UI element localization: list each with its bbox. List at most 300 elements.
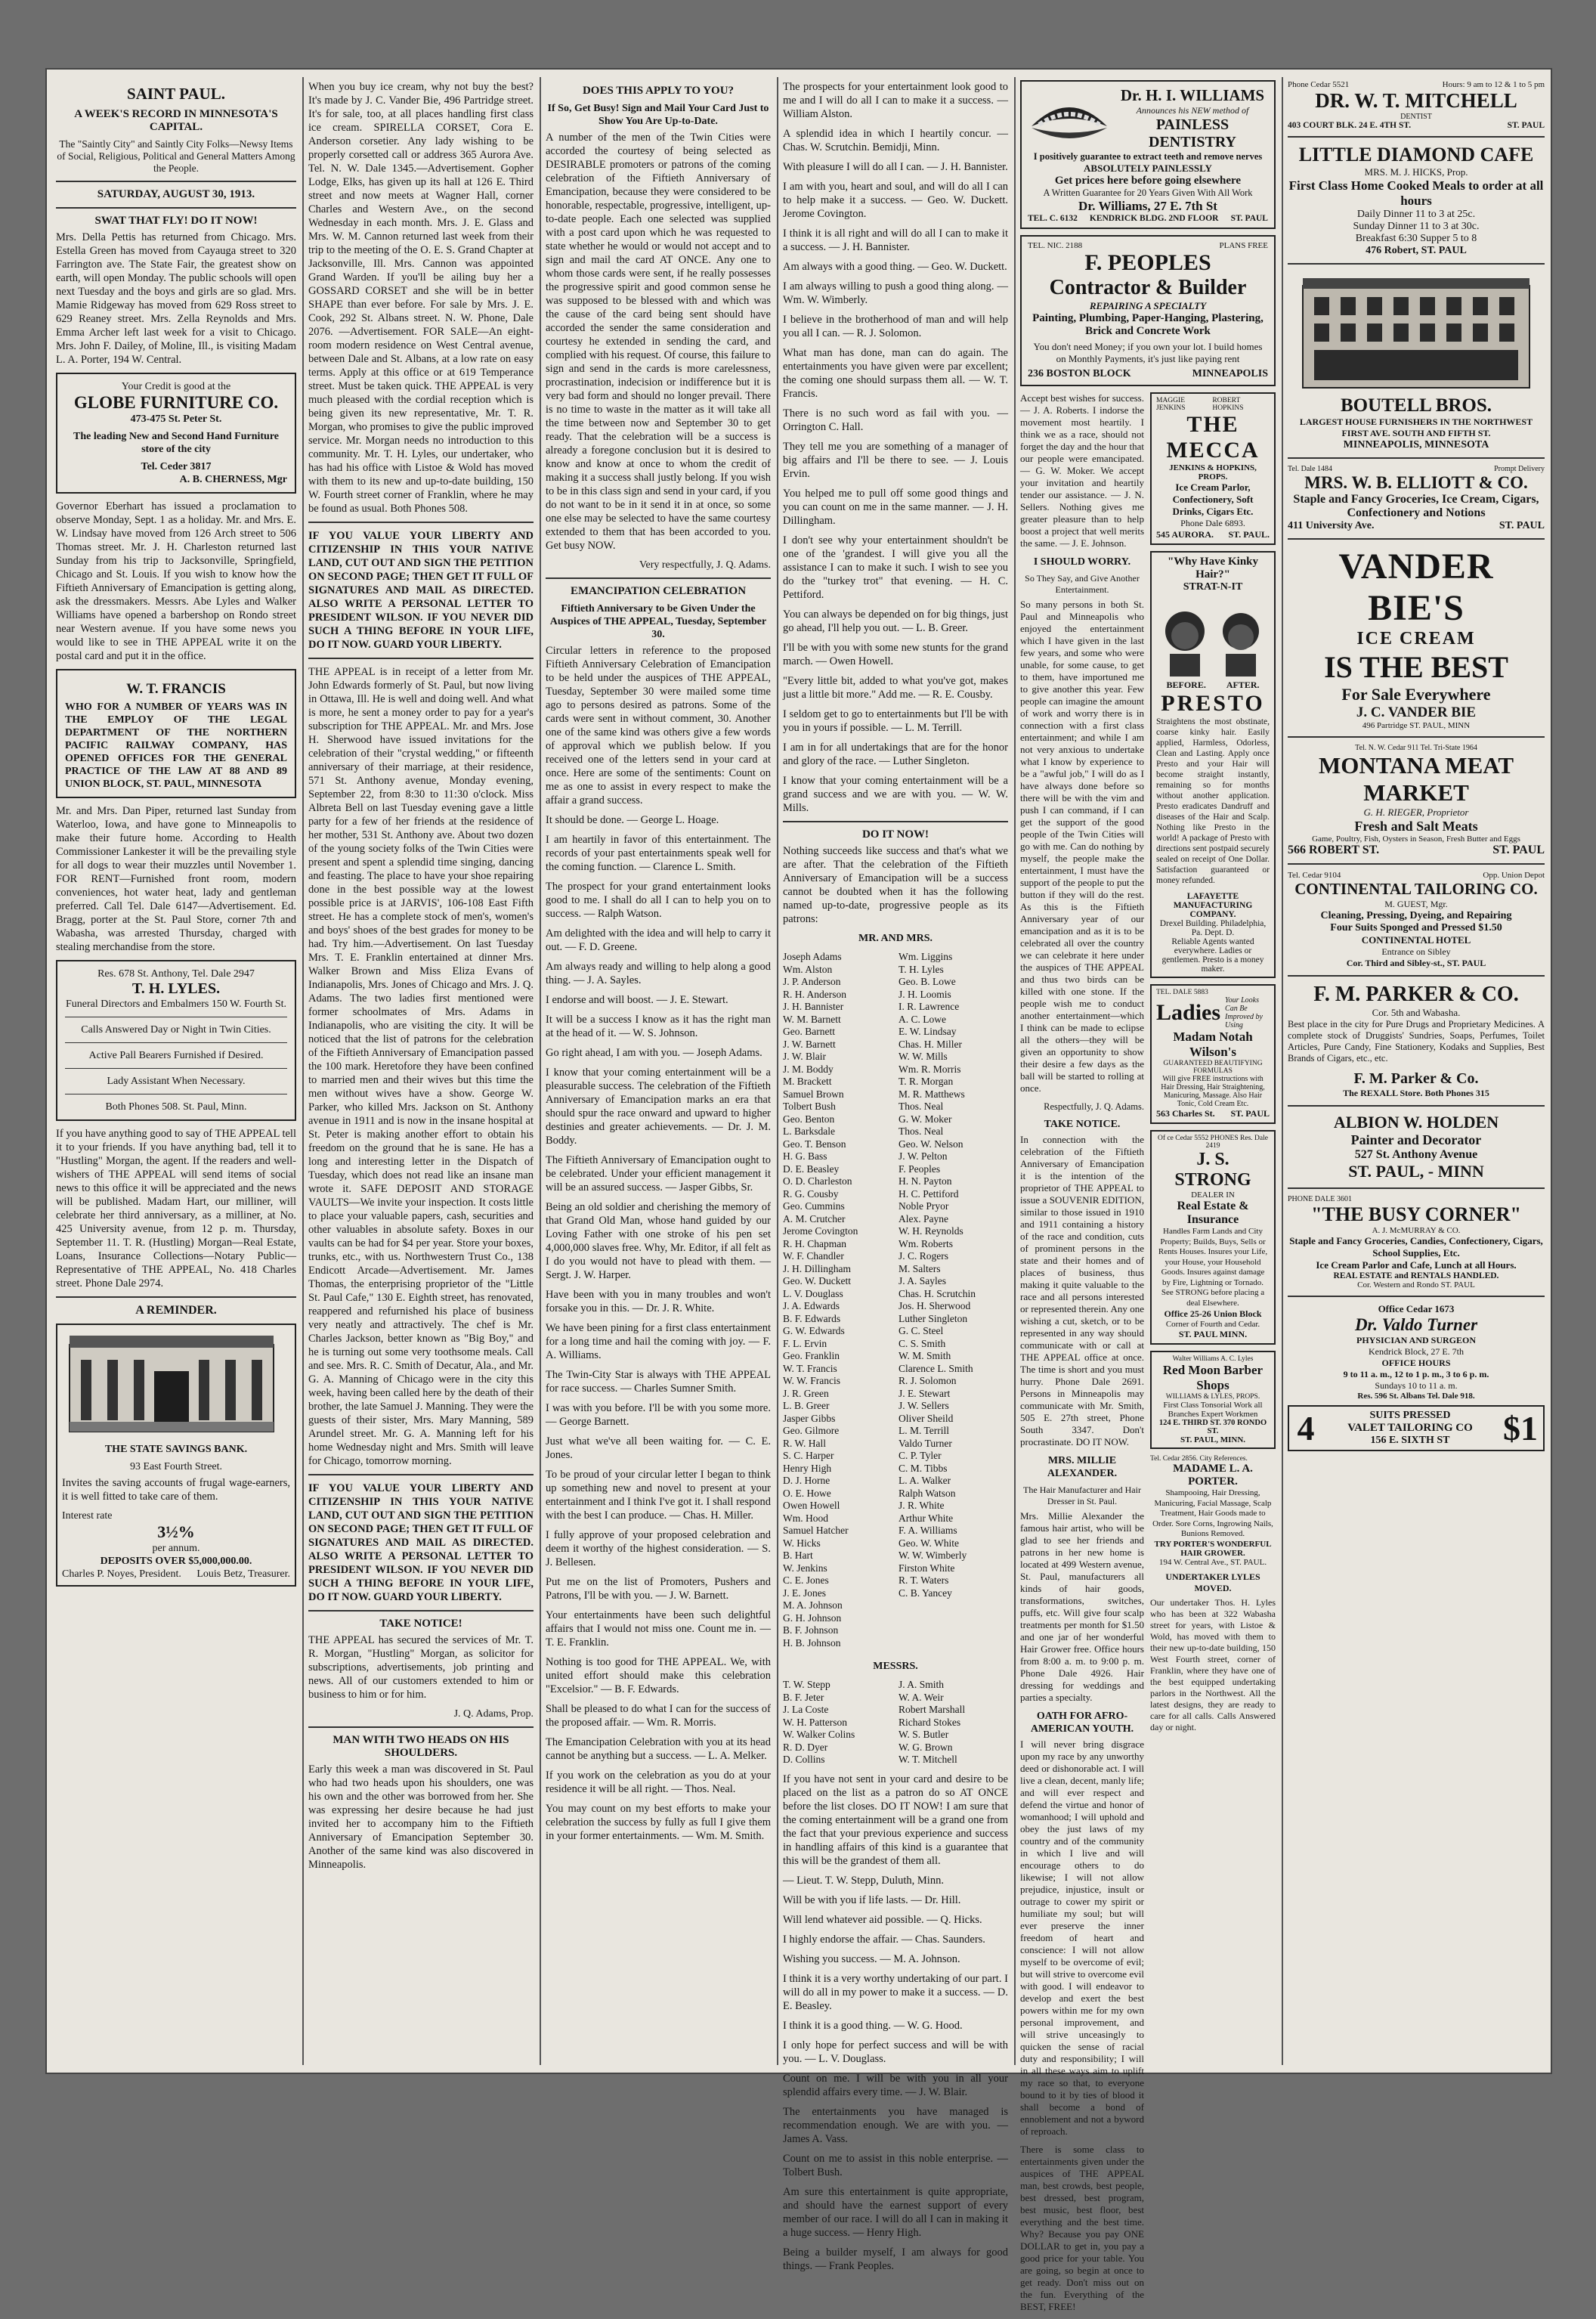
split-row bbox=[1020, 392, 1276, 2319]
column-4 bbox=[783, 80, 1008, 2272]
ad-phone: Phone Cedar 5521 bbox=[1288, 80, 1350, 89]
vanderbie-address: 496 Partridge ST. PAUL, MINN bbox=[1362, 721, 1471, 730]
section-heading: SAINT PAUL. bbox=[127, 85, 225, 103]
ad-address: Drexel Building. Philadelphia, Pa. Dept. D. bbox=[1159, 919, 1267, 937]
diamond-line: Sunday Dinner 11 to 3 at 30c. bbox=[1353, 221, 1480, 232]
patron-name: F. L. Ervin bbox=[783, 1337, 827, 1349]
busy-name: "THE BUSY CORNER" bbox=[1311, 1203, 1521, 1225]
endorsement: With pleasure I will do all I can. — J. H. Bannister. bbox=[783, 161, 1008, 173]
ad-line: Reliable Agents wanted everywhere. Ladies or gentlemen. Presto is a money maker. bbox=[1161, 937, 1264, 974]
article-body: In connection with the celebration of the Fiftieth Anniversary of Emancipation it is the intention of the proprietor of THE APPEAL to issue a SOUVENIR EDITION, similar to those issued in 1910 and 1911 containing a history of the race and condition, cuts of prominent persons in the state and their homes and of places of business, thus making it quite valuable to the race and all persons interested or represented therein. Any one wishing a cut, sketch, or to be represented in any way should communicate with or call at THE APPEAL office at once. The time is short and you must hurry. Phone Dale 2691. Persons in Minneapolis may communicate with Mr. Smith, 505 E. 27th street, Phone South 3347. Don't procrastinate. DO IT NOW. bbox=[1020, 1134, 1144, 1447]
diamond-line: First Class Home Cooked Meals to order at all hours bbox=[1288, 178, 1544, 208]
ad-line: I positively guarantee to extract teeth and remove nerves bbox=[1033, 151, 1263, 162]
diamond-prop: MRS. M. J. HICKS, Prop. bbox=[1364, 166, 1468, 178]
news-items: Governor Eberhart has issued a proclamation to observe Monday, Sept. 1 as a holiday. Mr. and Mrs. E. W. Lindsay have moved from 126 Arch street to 506 Thomas street. Mr. J. H. Charleston returned last Sunday from his trip to Jacksonville, Springfield, Chicago and St. Louis. If you wish to know how the Fiftieth Anniversary of Emancipation is getting along, ask the dressmakers. Messrs. Abe Lyles and Walker Williams have opened a barbershop on Rondo street near Western avenue. If you have some news you would like to see in THE APPEAL write it on the postal card and put it in the office. bbox=[56, 500, 296, 662]
patron-name: J. W. Sellers bbox=[899, 1400, 949, 1411]
patron-name: L. B. Greer bbox=[783, 1400, 830, 1411]
holden-name: ALBION W. HOLDEN bbox=[1333, 1113, 1499, 1132]
patron-name: B. F. Edwards bbox=[783, 1312, 841, 1324]
montana-sub: Game, Poultry, Fish, Oysters in Season, Fresh Butter and Eggs bbox=[1312, 834, 1520, 844]
endorsement: Go right ahead, I am with you. — Joseph Adams. bbox=[546, 1047, 762, 1059]
patron-name: W. T. Francis bbox=[783, 1362, 837, 1374]
patron-name: Samuel Brown bbox=[783, 1088, 844, 1100]
bank-building-illustration bbox=[62, 1330, 281, 1435]
ad-name: Dr. H. I. WILLIAMS bbox=[1120, 86, 1265, 104]
endorsement: I know that your coming entertainment will be a pleasurable success. The celebration of the Fiftieth Anniversary of Emancipation marks an era that should spur the race onward and upward to higher destinies and greater achievements. — Dr. J. M. Boddy. bbox=[546, 1067, 771, 1147]
rate-label: Interest rate bbox=[62, 1510, 113, 1522]
francis-ad bbox=[56, 669, 296, 798]
patron-name: W. A. Weir bbox=[899, 1691, 944, 1703]
patron-name: J. A. Smith bbox=[899, 1679, 945, 1690]
column-rule bbox=[540, 77, 541, 2065]
patron-name: J. H. Loomis bbox=[899, 988, 951, 1000]
article-body: A number of the men of the Twin Cities were accorded the courtesy of being selected as DESIRABLE promoters or patrons of the coming celebration of the Fiftieth Anniversary of Emancipation, because they were considered to be honorable, respectable, progressive, intelligent, up-to-date people. Each one selected was supplied with a post card upon which he was requested to state whether he would or would not accept and to sign and mail the card AT ONCE. Any one to whom those cards were sent, if he really possesses the progressive spirit and good common sense he was supposed to be blessed with and which was the cause of the card being sent should have accorded the sender the same consideration and courtesy he extended in sending the card, and complied with his request. Of course, this failure to sign and send in the cards is more carelessness, procrastination, indecision or indifference but it is very bad form and should no longer prevail. There is no time to waste in the matter as it will take all the time between now and September 30 to get ready. That the celebration will be a success is already a foregone conclusion but it is desired to know and know at once to whom the credit of making it a success shall justly belong. If you wish to be in this class sign and send in your card, if you do not want to be in it send it in at once, so some one else may be selected to have the same courtesy extended to them that has been accorded to you. Get busy NOW. bbox=[546, 132, 771, 552]
patron-name: Geo. B. Lowe bbox=[899, 976, 956, 987]
ad-name: W. T. FRANCIS bbox=[126, 681, 226, 697]
ad-line: Get prices here before going elsewhere bbox=[1054, 175, 1242, 187]
patron-name: Wm. Roberts bbox=[899, 1237, 953, 1249]
divider bbox=[1288, 975, 1545, 977]
patron-name: B. Hart bbox=[783, 1550, 813, 1561]
patron-name: O. E. Howe bbox=[783, 1487, 831, 1499]
ad-line: REPAIRING A SPECIALTY bbox=[1089, 300, 1207, 311]
deposits: DEPOSITS OVER $5,000,000.00. bbox=[100, 1556, 252, 1567]
endorsement: Count on me. I will be with you in all your splendid affairs every time. — J. W. Blair. bbox=[783, 2072, 1008, 2098]
endorsement: There is no such word as fail with you. — Orrington C. Hall. bbox=[783, 407, 1008, 433]
ad-phone: Tel. N. W. Cedar 911 Tel. Tri-State 1964 bbox=[1355, 744, 1477, 752]
vanderbie-name: VANDER BIE'S bbox=[1338, 546, 1494, 628]
ad-line: Active Pall Bearers Furnished if Desired. bbox=[88, 1050, 264, 1061]
endorsement: What man has done, man can do again. The entertainments you have given were par excellent; the coming one should surpass them all. — W. T. Francis. bbox=[783, 347, 1008, 400]
ad-line: A Written Guarantee for 20 Years Given With All Work bbox=[1043, 187, 1253, 198]
after-label: AFTER. bbox=[1226, 680, 1260, 690]
ad-name: T. H. LYLES. bbox=[131, 980, 221, 997]
divider bbox=[65, 1068, 287, 1069]
ad-line: TRY PORTER'S WONDERFUL HAIR GROWER. bbox=[1154, 1539, 1272, 1558]
ad-address: 566 ROBERT ST. bbox=[1288, 844, 1380, 856]
ad-city: ST. PAUL bbox=[1507, 121, 1545, 130]
continental-mgr: M. GUEST, Mgr. bbox=[1384, 899, 1448, 909]
endorsement: The entertainments you have managed is recommendation enough. We are with you. — James A. Vass. bbox=[783, 2105, 1008, 2145]
patron-name: Thos. Neal bbox=[899, 1125, 944, 1137]
ad-address: 124 E. THIRD ST. 370 RONDO ST. bbox=[1158, 1419, 1267, 1435]
patron-name: J. W. Barnett bbox=[783, 1038, 836, 1050]
strong-ad bbox=[1150, 1130, 1276, 1345]
endorsements: Accept best wishes for success. — J. A. Roberts. I indorse the movement most heartily. I think we as a race, should not forget the day and the hour that our people were emancipated. — G. W. Moker. We accept your invitation and heartily tender our assistance. — J. N. Sellers. Nothing gives me greater pleasure than to help boost a project that well merits the same. — J. E. Johnson. bbox=[1020, 392, 1144, 549]
ad-headline: PAINLESS DENTISTRY bbox=[1149, 116, 1236, 150]
endorsement: Will lend whatever aid possible. — Q. Hicks. bbox=[783, 1913, 982, 1926]
patron-name: R. G. Cousby bbox=[783, 1187, 839, 1200]
patron-name: Owen Howell bbox=[783, 1500, 840, 1511]
endorsement: I fully approve of your proposed celebration and deem it worthy of the highest consideration. — S. J. Bellesen. bbox=[546, 1529, 771, 1568]
patron-name: J. R. White bbox=[899, 1500, 945, 1511]
ad-brand: STRAT-N-IT bbox=[1183, 581, 1243, 593]
patron-name: A. M. Crutcher bbox=[783, 1212, 846, 1225]
valet-price: $1 bbox=[1503, 1409, 1538, 1447]
endorsement: — Lieut. T. W. Stepp, Duluth, Minn. bbox=[783, 1874, 944, 1887]
patron-name: H. G. Bass bbox=[783, 1150, 827, 1162]
notice-title: TAKE NOTICE! bbox=[379, 1618, 462, 1630]
busy-line: Ice Cream Parlor and Cafe, Lunch at all Hours. bbox=[1316, 1259, 1517, 1271]
patron-name: R. D. Dyer bbox=[783, 1741, 828, 1753]
ad-address: 236 BOSTON BLOCK bbox=[1028, 368, 1131, 379]
ad-owner: Walter Williams A. C. Lyles bbox=[1172, 1355, 1254, 1363]
patron-name: J. P. Anderson bbox=[783, 976, 841, 987]
holden-title: Painter and Decorator bbox=[1350, 1132, 1482, 1147]
valet-line: SUITS PRESSED bbox=[1369, 1410, 1451, 1421]
liberty-notice-2: IF YOU VALUE YOUR LIBERTY AND CITIZENSHIP IN THIS YOUR NATIVE LAND, CUT OUT AND SIGN THE PETITION ON SECOND PAGE; THEN GET IT FULL OF SIGNATURES AND MAIL AS DIRECTED. ALSO WRITE A PERSONAL LETTER TO PRESIDENT WILSON. IF YOU NEVER DID SUCH A THING BEFORE IN YOUR LIFE, DO IT NOW. GUARD YOUR LIBERTY. bbox=[308, 1482, 534, 1603]
ad-name: GLOBE FURNITURE CO. bbox=[73, 393, 279, 412]
patron-name: W. M. Smith bbox=[899, 1350, 951, 1361]
ad-line: You don't need Money; if you own your lot. I build homes on Monthly Payments, it's just like paying rent bbox=[1033, 341, 1263, 364]
ad-name: J. S. STRONG bbox=[1174, 1150, 1251, 1190]
endorsement: Being a builder myself, I am always for good things. — Frank Peoples. bbox=[783, 2246, 1008, 2272]
ad-phone: Tel. Cedar 9104 bbox=[1288, 871, 1341, 880]
ad-manager: A. B. CHERNESS, Mgr bbox=[179, 474, 287, 485]
mitchell-sub: DENTIST bbox=[1400, 113, 1432, 121]
ad-text: Will give FREE instructions with Hair Dressing, Hair Straightening, Manicuring, Massage. Also Hair Tonic, Cold Cream Etc. bbox=[1161, 1075, 1265, 1108]
montana-prop: G. H. RIEGER, Proprietor bbox=[1363, 807, 1469, 818]
endorsement: You may count on my best efforts to make your celebration the success by fully as full I give them in your former entertainments. — Wm. M. Smith. bbox=[546, 1803, 771, 1842]
parker-corner: Cor. 5th and Wabasha. bbox=[1372, 1007, 1461, 1018]
patron-name: D. Collins bbox=[783, 1754, 825, 1765]
patron-name: T. H. Lyles bbox=[899, 963, 944, 975]
patron-name: Valdo Turner bbox=[899, 1437, 952, 1449]
ad-top: Res. 678 St. Anthony, Tel. Dale 2947 bbox=[97, 968, 255, 980]
ad-props: JENKINS & HOPKINS, PROPS. bbox=[1169, 463, 1257, 481]
patron-name: Geo. Benton bbox=[783, 1113, 835, 1125]
endorsement: We have been pining for a first class entertainment for a long time and hail the coming with joy. — F. A. Williams. bbox=[546, 1322, 771, 1361]
ad-address: 473-475 St. Peter St. bbox=[130, 413, 222, 425]
ad-name: PRESTO bbox=[1161, 691, 1265, 716]
patron-name: Chas. H. Scrutchin bbox=[899, 1287, 976, 1299]
patron-name: W. F. Chandler bbox=[783, 1250, 844, 1262]
valet-line: 156 E. SIXTH ST bbox=[1370, 1435, 1450, 1446]
endorsement: I know that your coming entertainment will be a grand success and we are with you. — W. W. Mills. bbox=[783, 775, 1008, 814]
article-title: OATH FOR AFRO-AMERICAN YOUTH. bbox=[1030, 1711, 1134, 1735]
parker-signature: F. M. Parker & Co. bbox=[1353, 1070, 1479, 1087]
patron-name: Jasper Gibbs bbox=[783, 1412, 836, 1424]
patron-name: D. E. Beasley bbox=[783, 1163, 840, 1175]
endorsement: I seldom get to go to entertainments but I'll be with you in yours if possible. — L. M. Terrill. bbox=[783, 708, 1008, 734]
ad-address: 194 W. Central Ave., ST. PAUL. bbox=[1158, 1557, 1267, 1567]
rate-value: 3½% bbox=[157, 1522, 195, 1541]
vanderbie-best: IS THE BEST bbox=[1324, 650, 1508, 684]
patron-name: L. M. Terrill bbox=[899, 1425, 950, 1436]
news-items: Mrs. Della Pettis has returned from Chicago. Mrs. Estella Green has moved from Cayauga street to 320 Farrington ave. The State Fair, the greatest show on earth, will open Monday. The public schools will open next Tuesday and the boys and girls are so glad. Mrs. Mamie Ridgeway has moved from 629 Ross street to 629 Reaney street. Mrs. Zella Reynolds and Mrs. Emma Archer left last week for a visit to Chicago. Mrs. John F. Dailey, of Moline, Ill., is visiting Madam L. A. Porter, 194 W. Central. bbox=[56, 231, 296, 366]
endorsement: The prospect for your grand entertainment looks good to me. I shall do all I can to help you on to success. — Ralph Watson. bbox=[546, 881, 771, 920]
ad-name: Red Moon Barber Shops bbox=[1162, 1363, 1264, 1392]
boutell-line: MINNEAPOLIS, MINNESOTA bbox=[1343, 439, 1489, 450]
patron-name: Firston White bbox=[899, 1562, 955, 1574]
divider bbox=[783, 821, 1008, 822]
patron-name: Henry High bbox=[783, 1462, 832, 1474]
endorsement: A splendid idea in which I heartily concur. — Chas. W. Scrutchin. Bemidji, Minn. bbox=[783, 128, 1008, 153]
patron-column bbox=[899, 1679, 1008, 1766]
column-6 bbox=[1288, 80, 1545, 2064]
divider bbox=[56, 207, 296, 209]
patron-name: R. H. Chapman bbox=[783, 1237, 846, 1249]
divider bbox=[1288, 1187, 1545, 1189]
article-title: UNDERTAKER LYLES MOVED. bbox=[1165, 1571, 1260, 1593]
turner-sunday: Sundays 10 to 11 a. m. bbox=[1375, 1380, 1458, 1391]
patron-name: Wm. Alston bbox=[783, 963, 833, 975]
patron-name: W. T. Mitchell bbox=[899, 1754, 957, 1765]
ad-phone: Of ce Cedar 5552 PHONES Res. Dale 2419 bbox=[1158, 1135, 1268, 1150]
endorsement: The Twin-City Star is always with THE APPEAL for race success. — Charles Sumner Smith. bbox=[546, 1369, 771, 1395]
article-body: So many persons in both St. Paul and Minneapolis who enjoyed the entertainment which I have given in the last few years, and some who were unable, for some cause, to get to them, have importuned me to give another this year. Few people can imagine the amount of work and worry there is in connection with a first class entertainment; and while I am not very anxious to undertake what I know by experience to be a "awful job," I will do as I have always done before so there will be with the vim and push I can command, if I can get the support of the good people of the Twin Cities will go with me. Can do nothing by myself, the people make the entertainment, I must have the support of the people to put the button if they will do the rest. As this is the Fiftieth Anniversary year of our emancipation and as it is to be celebrated all over the country we can celebrate it here under the auspices of THE APPEAL and thus two birds can be killed with one stone. If the people wish me to conduct another entertainment—which I think can be made to eclipse all the others—they will be given an opportunity to show their desire a few days as the ball will be started to rolling at once. bbox=[1020, 599, 1144, 1094]
ad-address: 411 University Ave. bbox=[1288, 520, 1375, 531]
continental-name: CONTINENTAL TAILORING CO. bbox=[1294, 880, 1538, 898]
ad-text: Shampooing, Hair Dressing, Manicuring, Facial Massage, Scalp Treatment, Hair Goods made to Order. Sore Corns, Ingrowing Nails, Bunions Removed. bbox=[1152, 1488, 1273, 1538]
boutell-line: LARGEST HOUSE FURNISHERS IN THE NORTHWEST bbox=[1299, 416, 1533, 427]
endorsement: Just what we've all been waiting for. — C. E. Jones. bbox=[546, 1435, 771, 1461]
patron-name: L. Barksdale bbox=[783, 1125, 835, 1137]
endorsement: You can always be depended on for big things, just go ahead, I'll help you out. — L. B. Greer. bbox=[783, 608, 1008, 634]
article-body: There is some class to entertainments given under the auspices of THE APPEAL man, best crowds, best people, best dressed, best program, best music, best floor, best everything and the best time. Why? Because you pay ONE DOLLAR to get in, you pay a good price for your table. You are going, so begin at once to get ready. Don't miss out on the fun. Everything of the BEST, FREE! bbox=[1020, 2144, 1144, 2312]
article-deck: If So, Get Busy! Sign and Mail Your Card Just to Show You Are Up-to-Date. bbox=[547, 103, 769, 127]
patron-name: M. R. Matthews bbox=[899, 1088, 965, 1100]
patron-name: W. Hicks bbox=[783, 1537, 821, 1549]
valet-line: VALET TAILORING CO bbox=[1347, 1422, 1473, 1434]
elliott-name: MRS. W. B. ELLIOTT & CO. bbox=[1304, 473, 1528, 492]
patron-name: O. D. Charleston bbox=[783, 1175, 852, 1187]
turner-title: PHYSICIAN AND SURGEON bbox=[1356, 1335, 1477, 1345]
divider bbox=[1288, 136, 1545, 138]
ad-headline: Ladies bbox=[1156, 1000, 1221, 1025]
ad-text: Straightens the most obstinate, coarse kinky hair. Easily applied, Harmless, Odorless, Clean and Lasting. Apply once Presto and your Hair will become straight instantly, remaining so for months without another application. Presto eradicates Dandruff and diseases of the Hair and Scalp. Nothing like Presto in the world! A package of Presto with directions sent postpaid securely sealed on receipt of One Dollar. Satisfaction guaranteed or money refunded. bbox=[1156, 717, 1270, 885]
divider bbox=[308, 658, 534, 659]
patron-name: J. E. Jones bbox=[783, 1587, 826, 1599]
turner-address: Kendrick Block, 27 E. 7th bbox=[1369, 1346, 1464, 1357]
patron-name: L. V. Douglass bbox=[783, 1287, 843, 1299]
endorsement: I am heartily in favor of this entertainment. The records of your past entertainments speak well for the coming function. — Clarence L. Smith. bbox=[546, 834, 771, 873]
endorsement: I am always willing to push a good thing along. — Wm. W. Wimberly. bbox=[783, 280, 1008, 306]
patron-name: W. W. Francis bbox=[783, 1375, 841, 1386]
ad-company: LAFAYETTE MANUFACTURING COMPANY. bbox=[1173, 892, 1253, 919]
endorsement: The prospects for your entertainment look good to me and I will do all I can to make it a success. — William Alston. bbox=[783, 81, 1008, 120]
elliott-text: Staple and Fancy Groceries, Ice Cream, Cigars, Confectionery and Notions bbox=[1293, 493, 1539, 519]
patron-name: Geo. Cummins bbox=[783, 1200, 845, 1212]
patron-name: Joseph Adams bbox=[783, 951, 842, 962]
endorsement: I endorse and will boost. — J. E. Stewart. bbox=[546, 994, 728, 1006]
endorsement: Wishing you success. — M. A. Johnson. bbox=[783, 1952, 960, 1965]
patron-name: J. R. Green bbox=[783, 1387, 829, 1399]
patron-name: Noble Pryor bbox=[899, 1200, 949, 1212]
ad-address: 545 AURORA. bbox=[1156, 529, 1214, 540]
messrs-list bbox=[783, 1676, 1008, 1773]
ad-line: Both Phones 508. St. Paul, Minn. bbox=[105, 1101, 247, 1113]
patron-name: J. A. Edwards bbox=[783, 1300, 840, 1311]
ad-line: Real Estate & Insurance bbox=[1177, 1200, 1249, 1226]
turner-residence: Res. 596 St. Albans Tel. Dale 918. bbox=[1357, 1392, 1475, 1401]
ad-phone: TEL. C. 6132 bbox=[1028, 214, 1078, 223]
patron-column bbox=[899, 951, 1008, 1649]
column-1 bbox=[56, 80, 296, 2064]
endorsement-list bbox=[783, 1874, 1008, 2273]
divider bbox=[1288, 457, 1545, 459]
divider bbox=[1288, 736, 1545, 738]
bank-name: THE STATE SAVINGS BANK. bbox=[104, 1444, 248, 1455]
continental-line: Cleaning, Pressing, Dyeing, and Repairing bbox=[1320, 910, 1512, 921]
ad-owner: MAGGIE JENKINS bbox=[1156, 397, 1186, 412]
endorsement: Shall be pleased to do what I can for the success of the proposed affair. — Wm. R. Morris. bbox=[546, 1703, 771, 1729]
valet-number: 4 bbox=[1297, 1409, 1315, 1447]
ad-text: WHO FOR A NUMBER OF YEARS WAS IN THE EMPLOY OF THE LEGAL DEPARTMENT OF THE NORTHERN PACIFIC RAILWAY COMPANY, HAS OPENED OFFICES FOR THE GENERAL PRACTICE OF THE LAW AT 88 AND 89 UNION BLOCK, ST. PAUL, MINNESOTA bbox=[65, 701, 287, 790]
boutell-name: BOUTELL BROS. bbox=[1340, 395, 1492, 416]
patron-column bbox=[783, 1679, 892, 1766]
endorsement: The Fiftieth Anniversary of Emancipation ought to be celebrated. Under your efficient management it will be an assured success. — Jasper Gibbs, Sr. bbox=[546, 1154, 771, 1194]
news-items: THE APPEAL is in receipt of a letter from Mr. John Edwards formerly of St. Paul, but now living in Ottawa, Ill. He is well and doing well. And what is more, he sent a money order to pay for a year's subscription for THE APPEAL. Mr. and Mrs. Jose H. Sherwood have issued invitations for the celebration of their "crystal wedding," or fifteenth anniversary of their marriage, at their residence, 571 St. Anthony avenue, Monday evening, September 22, from 8:30 to 11:30 o'clock. Miss Albreta Bell on last Tuesday evening gave a little party for a few of her friends at the residence of her mother, 531 St. Anthony ave. About two dozen of the young society folks of the Twin Cities were present and spent a splendid time singing, dancing and feasting. The place to have your shoe repairing done in the best possible way at the lowest possible price is at JARVIS', 106-108 East Fifth street. He has a complete stock of men's, women's and boys' shoes of the best grades for money to be had. Try him.—Advertisement. On last Tuesday Mrs. T. E. Franklin entertained at dinner Mrs. Walker Brown and Miss Eliza Evans of Indianapolis, Mrs. Jones of Chicago and Mrs. J. Q. Adams. The two ladies first mentioned were former schoolmates of Mrs. Adams in Indianapolis, who are visiting the city. It will be noticed that the list of patrons for the celebration of the Fiftieth Anniversary of Emancipation passed the 100 mark. Heretofore they have been confined to married men and their wives but this time the men without wives have a show. George W. Parker, who killed Mrs. Jackson on St. Anthony avenue in 1911 and is now in the insane hospital at St. Peter is making another effort to obtain his freedom on the ground that he is sane. He has a long and interesting letter in the Dispatch of Tuesday, which does not read like an insane man wrote it. SAFE DEPOSIT AND STORAGE VAULTS—We invite your inspection. It costs little to place your valuable papers, cash, securities and other valuables in absolute safety. Boxes in our vaults can be had for $4 per year. Store your boxes, trunks, etc., with us. Northwestern Trust Co., 138 Endicott Arcade—Advertisement. Mr. James Thomas, the enterprising proprietor of the "Little St. Paul Cafe," 130 E. Eighth street, has renovated, reappered and refurnished his place of business very neatly and attractively. The chef is Mr. Charles Jackson, better known as "Big Boy," and he is turning out some very toothsome meals. Call and see. Mrs. R. C. Smith of Decatur, Ala., and Mr. G. A. Manning of Chicago were in the city this week, having been called here by the death of their brother, the late Samuel J. Manning. They were the guests of their sister, Mrs. Mary Manning, 589 Arundel street. Mr. G. A. Manning left for his home Wednesday night and Mrs. Smith will leave for Chicago, tomorrow morning. bbox=[308, 666, 534, 1467]
patron-name: Alex. Payne bbox=[899, 1212, 948, 1225]
valet-ad bbox=[1288, 1405, 1545, 1451]
column-rule bbox=[1282, 77, 1283, 2065]
ad-phone: TEL. DALE 5883 bbox=[1156, 989, 1208, 996]
continental-line: Four Suits Sponged and Pressed $1.50 bbox=[1330, 922, 1502, 933]
patron-name: J. W. Pelton bbox=[899, 1150, 948, 1162]
patron-name: S. C. Harper bbox=[783, 1450, 834, 1461]
patron-name: Geo. Barnett bbox=[783, 1026, 835, 1037]
diamond-name: LITTLE DIAMOND CAFE bbox=[1298, 144, 1534, 166]
patron-name: W. H. Reynolds bbox=[899, 1225, 963, 1237]
endorsement: I believe in the brotherhood of man and will help you all I can. — R. J. Solomon. bbox=[783, 314, 1008, 339]
endorsement: I am with you, heart and soul, and will do all I can to help make it a success. — Geo. W. Duckett. Jerome Covington. bbox=[783, 181, 1008, 220]
patron-name: Richard Stokes bbox=[899, 1716, 961, 1728]
divider bbox=[1288, 263, 1545, 265]
patron-name: Geo. T. Benson bbox=[783, 1138, 846, 1150]
turner-office: Office Cedar 1673 bbox=[1378, 1303, 1455, 1314]
patron-name: C. P. Tyler bbox=[899, 1450, 942, 1461]
patron-name: Clarence L. Smith bbox=[899, 1362, 973, 1374]
article-deck: The Hair Manufacturer and Hair Dresser in St. Paul. bbox=[1023, 1485, 1141, 1506]
patron-name: R. T. Waters bbox=[899, 1574, 949, 1586]
endorsement: Nothing is too good for THE APPEAL. We, with united effort should make this celebration "Excelsior." — B. F. Edwards. bbox=[546, 1656, 771, 1695]
divider bbox=[1288, 1105, 1545, 1107]
patron-name: C. B. Yancey bbox=[899, 1587, 952, 1599]
patron-name: Tolbert Bush bbox=[783, 1101, 836, 1112]
column-rule bbox=[1014, 77, 1016, 2065]
patron-name: Luther Singleton bbox=[899, 1312, 968, 1324]
column-3 bbox=[546, 80, 771, 2064]
patron-name: R. H. Anderson bbox=[783, 988, 846, 1000]
endorsement-list bbox=[783, 80, 1008, 815]
endorsement: I highly endorse the affair. — Chas. Saunders. bbox=[783, 1933, 985, 1946]
endorsement: Your entertainments have been such delightful affairs that I would not miss one. Count me in. — T. E. Franklin. bbox=[546, 1609, 771, 1649]
rate-unit: per annum. bbox=[152, 1543, 200, 1554]
patron-name: J. H. Bannister bbox=[783, 1001, 844, 1012]
article-title: I SHOULD WORRY. bbox=[1033, 556, 1131, 568]
patron-name: C. S. Smith bbox=[899, 1337, 946, 1349]
parker-name: F. M. PARKER & CO. bbox=[1313, 983, 1519, 1006]
patron-name: Samuel Hatcher bbox=[783, 1525, 849, 1536]
busy-text: Staple and Fancy Groceries, Candies, Confectionery, Cigars, School Supplies, Etc. bbox=[1289, 1235, 1543, 1259]
column-rule bbox=[777, 77, 778, 2065]
patron-name: W. S. Butler bbox=[899, 1729, 949, 1740]
endorsement: I am in for all undertakings that are for the honor and glory of the race. — Luther Singleton. bbox=[783, 742, 1008, 767]
turner-hours: 9 to 11 a. m., 12 to 1 p. m., 3 to 6 p. m. bbox=[1343, 1369, 1489, 1379]
patron-name: H. C. Pettiford bbox=[899, 1187, 959, 1200]
diamond-line: Daily Dinner 11 to 3 at 25c. bbox=[1356, 209, 1476, 220]
patron-name: H. B. Johnson bbox=[783, 1636, 841, 1649]
patron-name: Oliver Sheild bbox=[899, 1412, 954, 1424]
swat-slogan: SWAT THAT FLY! DO IT NOW! bbox=[94, 215, 258, 227]
patron-name: W. W. Wimberly bbox=[899, 1550, 967, 1561]
section-deck: The "Saintly City" and Saintly City Folks—Newsy Items of Social, Religious, Political and General Matters Among the People. bbox=[57, 138, 295, 174]
patron-name: Wm. Liggins bbox=[899, 951, 953, 962]
vanderbie-ice: ICE CREAM bbox=[1356, 629, 1476, 649]
endorsement: The Emancipation Celebration with you at its head cannot be anything but a success. — L. A. Melker. bbox=[546, 1736, 771, 1762]
patron-name: C. M. Tibbs bbox=[899, 1462, 948, 1474]
ad-address: 563 Charles St. bbox=[1156, 1108, 1215, 1119]
man-title: MAN WITH TWO HEADS ON HIS SHOULDERS. bbox=[332, 1734, 509, 1759]
endorsement: If you work on the celebration as you do at your residence it will be all right. — Thos. Neal. bbox=[546, 1769, 771, 1795]
patron-name: Geo. W. White bbox=[899, 1537, 959, 1549]
column-2 bbox=[308, 80, 534, 2064]
article-deck: So They Say, and Give Another Entertainment. bbox=[1025, 573, 1140, 595]
issue-date: SATURDAY, AUGUST 30, 1913. bbox=[97, 188, 255, 200]
bank-ad bbox=[56, 1324, 296, 1587]
article-body: Circular letters in reference to the proposed Fiftieth Anniversary Celebration of Emancipation to be held under the auspices of THE APPEAL, Tuesday, September 30 were mailed some time ago to persons desired as patrons. Some of the cards were sent in without comment, 30. Another one of the same kind was others give a few words of approval which we publish below. If you received one of the letters send in your card at once. Here are some of the sentiments: Count on me as one to assist in every respect to make the affair a grand success. bbox=[546, 645, 771, 807]
endorsement: Am always with a good thing. — Geo. W. Duckett. bbox=[783, 261, 1007, 273]
ad-side: Your Looks Can Be Improved by Using bbox=[1225, 996, 1263, 1029]
liberty-notice: IF YOU VALUE YOUR LIBERTY AND CITIZENSHIP IN THIS YOUR NATIVE LAND, CUT OUT AND SIGN THE PETITION ON SECOND PAGE; THEN GET IT FULL OF SIGNATURES AND MAIL AS DIRECTED. ALSO WRITE A PERSONAL LETTER TO PRESIDENT WILSON. IF YOU NEVER DID SUCH A THING BEFORE IN YOUR LIFE, DO IT NOW. GUARD YOUR LIBERTY. bbox=[308, 530, 534, 651]
patron-name: M. Salters bbox=[899, 1262, 941, 1274]
patron-name: E. W. Lindsay bbox=[899, 1026, 957, 1037]
patron-name: G. W. Moker bbox=[899, 1113, 952, 1125]
ad-phone: TEL. NIC. 2188 bbox=[1028, 241, 1083, 250]
vanderbie-sale: For Sale Everywhere bbox=[1341, 685, 1491, 704]
patron-name: R. J. Solomon bbox=[899, 1375, 957, 1386]
patron-name: A. C. Lowe bbox=[899, 1013, 946, 1025]
patron-name: F. A. Williams bbox=[899, 1525, 957, 1536]
column-rule bbox=[302, 77, 304, 2065]
patron-name: T. R. Morgan bbox=[899, 1076, 954, 1087]
patron-name: I. R. Lawrence bbox=[899, 1001, 960, 1012]
ad-city: ST. PAUL, MINN. bbox=[1180, 1435, 1246, 1444]
right-column bbox=[1150, 392, 1276, 2319]
lyles-ad bbox=[56, 960, 296, 1121]
before-after-illustration bbox=[1156, 595, 1270, 678]
article-title: TAKE NOTICE. bbox=[1044, 1119, 1121, 1130]
peoples-ad bbox=[1020, 235, 1276, 386]
wilson-ad bbox=[1150, 984, 1276, 1124]
ad-city: ST. PAUL bbox=[1499, 520, 1545, 531]
dentures-icon bbox=[1028, 96, 1111, 141]
endorsement: I only hope for perfect success and will be with you. — L. V. Douglass. bbox=[783, 2039, 1008, 2065]
ad-name: MADAME L. A. PORTER. bbox=[1173, 1463, 1253, 1488]
before-label: BEFORE. bbox=[1166, 680, 1206, 690]
ad-office: Office 25-26 Union Block bbox=[1164, 1308, 1262, 1319]
vanderbie-owner: J. C. VANDER BIE bbox=[1356, 704, 1477, 720]
globe-furniture-ad bbox=[56, 373, 296, 494]
continental-line: Cor. Third and Sibley-st., ST. PAUL bbox=[1346, 958, 1486, 968]
endorsement: You helped me to pull off some good things and you can count on me in the same manner. — J. H. Dillingham. bbox=[783, 488, 1008, 527]
divider bbox=[308, 1474, 534, 1475]
patron-name: J. H. Dillingham bbox=[783, 1262, 851, 1274]
divider bbox=[308, 1610, 534, 1612]
ad-city: ST. PAUL bbox=[1492, 844, 1545, 856]
patron-name: Jerome Covington bbox=[783, 1225, 858, 1237]
ad-phone: Tel. Cedar 2856. City References. bbox=[1150, 1455, 1248, 1463]
ad-phone: Phone Dale 6893. bbox=[1180, 518, 1245, 528]
ad-line: Lady Assistant When Necessary. bbox=[107, 1076, 246, 1087]
divider bbox=[1288, 538, 1545, 540]
patron-name: Thos. Neal bbox=[899, 1101, 944, 1112]
diamond-address: 476 Robert, ST. PAUL bbox=[1366, 245, 1467, 256]
patron-name: Arthur White bbox=[899, 1512, 954, 1524]
mitchell-header bbox=[1288, 80, 1545, 89]
patron-name: J. E. Stewart bbox=[899, 1387, 951, 1399]
